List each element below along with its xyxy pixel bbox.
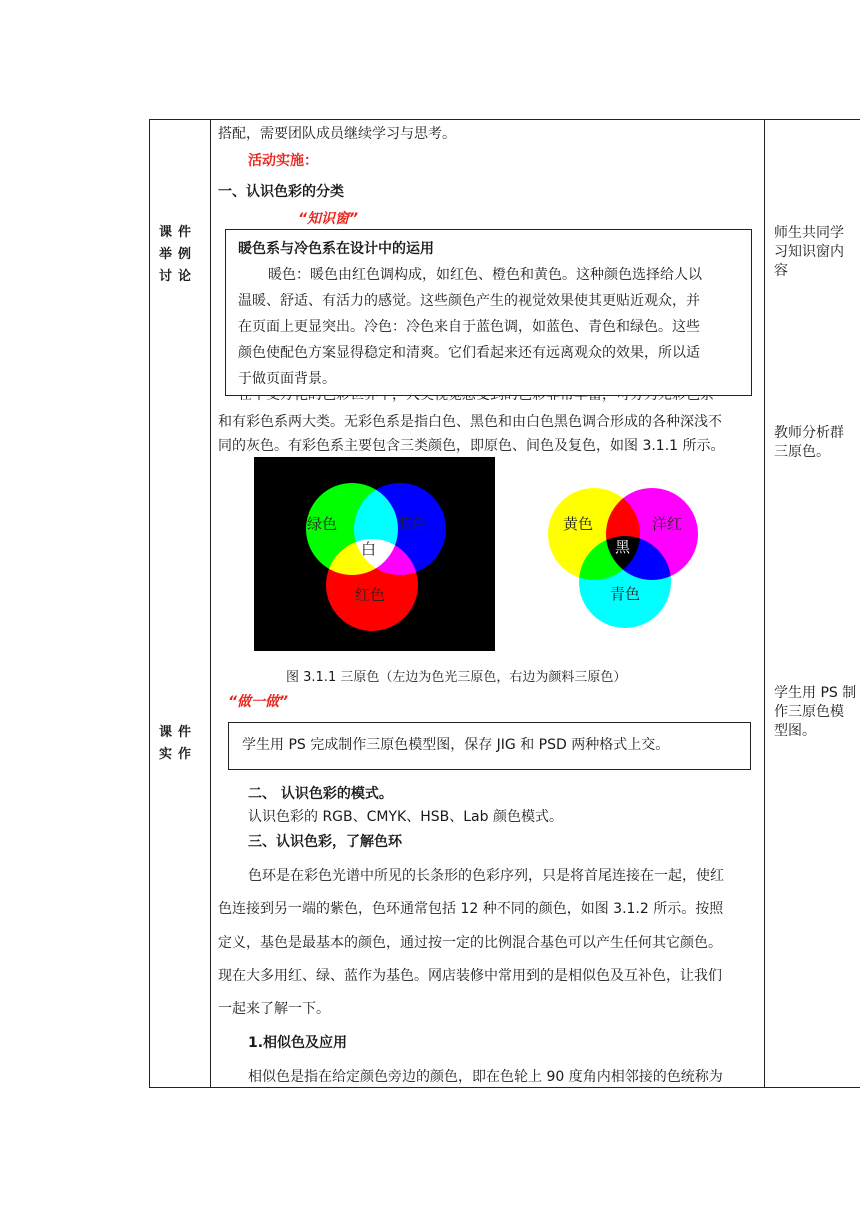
heading-color-modes: 二、 认识色彩的模式。 bbox=[248, 786, 393, 802]
note-line: 教师分析群 bbox=[774, 425, 844, 441]
table-left-border bbox=[149, 119, 150, 1088]
note-line: 学生用 PS 制 bbox=[774, 685, 857, 701]
cmy-cyan-svg bbox=[540, 482, 710, 632]
table-col-divider-1 bbox=[210, 119, 211, 1088]
knowledge-box-line: 颜色使配色方案显得稳定和清爽。它们看起来还有远离观众的效果，所以适 bbox=[238, 345, 700, 361]
cmy-label-cyan: 青色 bbox=[610, 585, 641, 603]
label-course-example bbox=[158, 222, 198, 288]
heading-color-classification: 一、认识色彩的分类 bbox=[218, 184, 344, 200]
note-line: 型图。 bbox=[774, 723, 816, 739]
cmy-label-yellow: 黄色 bbox=[563, 515, 594, 533]
text-line-top: 搭配，需要团队成员继续学习与思考。 bbox=[218, 126, 456, 142]
task-box bbox=[228, 722, 751, 770]
text-color-modes: 认识色彩的 RGB、CMYK、HSB、Lab 颜色模式。 bbox=[248, 809, 563, 825]
note-study-together bbox=[774, 224, 860, 281]
knowledge-window-title: “知识窗” bbox=[298, 211, 359, 227]
task-box-text: 学生用 PS 完成制作三原色模型图，保存 JIG 和 PSD 两种格式上交。 bbox=[242, 737, 670, 753]
cmy-subtractive-diagram bbox=[540, 482, 710, 632]
rgb-label-white: 白 bbox=[361, 540, 377, 558]
text-paragraph-line: 现在大多用红、绿、蓝作为基色。网店装修中常用到的是相似色及互补色，让我们 bbox=[218, 968, 722, 984]
note-line: 作三原色模 bbox=[774, 704, 844, 720]
rgb-label-green: 绿色 bbox=[307, 515, 338, 533]
cmy-label-black: 黑 bbox=[615, 538, 631, 556]
activity-heading: 活动实施： bbox=[248, 153, 318, 169]
text-paragraph-line: 一起来了解一下。 bbox=[218, 1001, 330, 1017]
text-paragraph-line: 定义，基色是最基本的颜色，通过按一定的比例混合基色可以产生任何其它颜色。 bbox=[218, 935, 722, 951]
table-top-border bbox=[149, 119, 860, 120]
table-bottom-border bbox=[149, 1087, 860, 1088]
text-paragraph-line: 和有彩色系两大类。无彩色系是指白色、黑色和由白色黑色调合形成的各种深浅不 bbox=[218, 414, 722, 430]
text-paragraph-line: 色连接到另一端的紫色，色环通常包括 12 种不同的颜色，如图 3.1.2 所示。按照 bbox=[218, 901, 724, 917]
note-student-ps bbox=[774, 684, 860, 741]
text-paragraph-line: 同的灰色。有彩色系主要包含三类颜色，即原色、间色及复色，如图 3.1.1 所示。 bbox=[218, 438, 725, 454]
figure-caption: 图 3.1.1 三原色（左边为色光三原色，右边为颜料三原色） bbox=[286, 670, 627, 685]
label-line: 实作 bbox=[158, 747, 197, 762]
label-line: 举例 bbox=[158, 247, 197, 262]
rgb-label-blue: 蓝色 bbox=[397, 515, 428, 533]
rgb-label-red: 红色 bbox=[355, 586, 386, 604]
note-line: 容 bbox=[774, 263, 788, 279]
table-col-divider-2 bbox=[764, 119, 765, 1088]
knowledge-box-line: 于做页面背景。 bbox=[238, 371, 336, 387]
rgb-additive-diagram bbox=[254, 457, 495, 651]
heading-analogous-colors: 1.相似色及应用 bbox=[248, 1035, 348, 1051]
note-line: 习知识窗内 bbox=[774, 244, 844, 260]
text-paragraph-line: 色环是在彩色光谱中所见的长条形的色彩序列，只是将首尾连接在一起，使红 bbox=[248, 868, 724, 884]
label-line: 课件 bbox=[158, 725, 197, 740]
knowledge-box bbox=[225, 229, 752, 396]
text-paragraph-line: 相似色是指在给定颜色旁边的颜色，即在色轮上 90 度角内相邻接的色统称为 bbox=[248, 1069, 723, 1085]
knowledge-box-line: 暖色：暖色由红色调构成，如红色、橙色和黄色。这种颜色选择给人以 bbox=[268, 267, 702, 283]
label-line: 课件 bbox=[158, 225, 197, 240]
knowledge-box-line: 温暖、舒适、有活力的感觉。这些颜色产生的视觉效果使其更贴近观众，并 bbox=[238, 293, 700, 309]
heading-color-wheel: 三、认识色彩，了解色环 bbox=[248, 834, 402, 850]
label-course-practice bbox=[158, 722, 198, 766]
note-line: 师生共同学 bbox=[774, 225, 844, 241]
cmy-label-magenta: 洋红 bbox=[652, 515, 683, 533]
do-it-title: “做一做” bbox=[228, 694, 289, 710]
knowledge-box-title: 暖色系与冷色系在设计中的运用 bbox=[238, 241, 434, 257]
knowledge-box-line: 在页面上更显突出。冷色：冷色来自于蓝色调，如蓝色、青色和绿色。这些 bbox=[238, 319, 700, 335]
note-teacher-analysis bbox=[774, 424, 860, 462]
label-line: 讨论 bbox=[158, 269, 197, 284]
note-line: 三原色。 bbox=[774, 444, 830, 460]
